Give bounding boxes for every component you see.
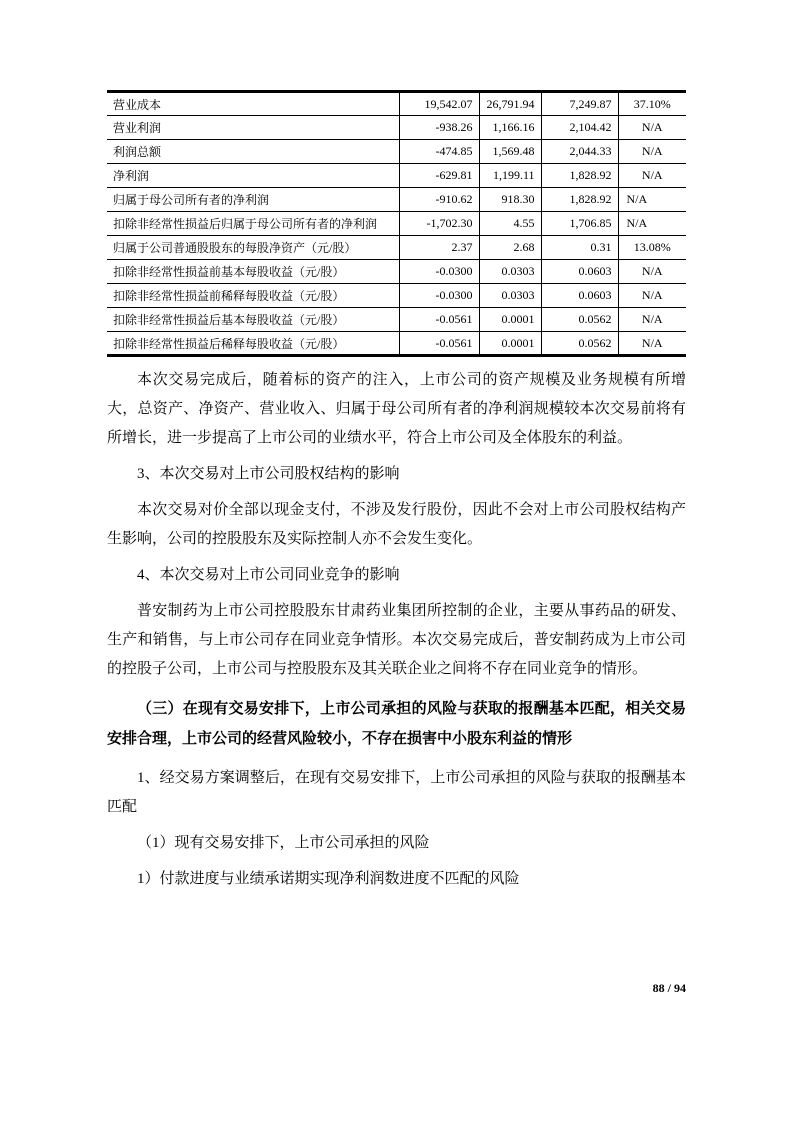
change-cell: N/A <box>618 116 686 140</box>
value-cell: -910.62 <box>399 188 479 212</box>
change-cell: N/A <box>618 212 686 236</box>
value-cell: 1,199.11 <box>479 164 541 188</box>
table-row <box>107 140 686 164</box>
value-cell: 0.0603 <box>541 260 618 284</box>
page-number: 88 / 94 <box>652 981 686 995</box>
value-cell: 0.0303 <box>479 284 541 308</box>
value-cell: -0.0300 <box>399 284 479 308</box>
value-cell: 4.55 <box>479 212 541 236</box>
value-cell: 2.68 <box>479 236 541 260</box>
value-cell: 918.30 <box>479 188 541 212</box>
value-cell: 2.37 <box>399 236 479 260</box>
value-cell: 2,044.33 <box>541 140 618 164</box>
change-cell: N/A <box>618 308 686 332</box>
value-cell: -0.0561 <box>399 308 479 332</box>
heading-3: 3、本次交易对上市公司股权结构的影响 <box>137 466 400 482</box>
table-row <box>107 188 686 212</box>
value-cell: 0.0001 <box>479 332 541 356</box>
value-cell: 19,542.07 <box>399 92 479 116</box>
metric-label: 扣除非经常性损益后基本每股收益（元/股） <box>107 308 399 332</box>
metric-label: 扣除非经常性损益前稀释每股收益（元/股） <box>107 284 399 308</box>
table-row <box>107 212 686 236</box>
metric-label: 扣除非经常性损益后稀释每股收益（元/股） <box>113 336 345 351</box>
paragraph-asset-scale: 本次交易完成后，随着标的资产的注入，上市公司的资产规模及业务规模有所增大，总资产、净资产、营业收入、归属于母公司所有者的净利润规模较本次交易前将有所增长，进一步提高了上市公司的业绩水平，符合上市公司及全体股东的利益。 <box>107 372 686 446</box>
value-cell: -938.26 <box>399 116 479 140</box>
value-cell: 1,166.16 <box>479 116 541 140</box>
change-cell: 37.10% <box>618 92 686 116</box>
change-cell: N/A <box>618 188 686 212</box>
metric-label: 净利润 <box>107 164 399 188</box>
value-cell: 7,249.87 <box>541 92 618 116</box>
table-row <box>107 116 686 140</box>
value-cell: 1,706.85 <box>541 212 618 236</box>
paragraph-equity-structure: 本次交易对价全部以现金支付，不涉及发行股份，因此不会对上市公司股权结构产生影响，公司的控股股东及实际控制人亦不会发生变化。 <box>107 502 686 547</box>
value-cell: -0.0561 <box>399 332 479 356</box>
value-cell: -1,702.30 <box>399 212 479 236</box>
change-cell: N/A <box>618 140 686 164</box>
value-cell: 1,828.92 <box>541 188 618 212</box>
paragraph-competition: 普安制药为上市公司控股股东甘肃药业集团所控制的企业，主要从事药品的研发、生产和销售，与上市公司存在同业竞争情形。本次交易完成后，普安制药成为上市公司的控股子公司，上市公司与控股股东及其关联企业之间将不存在同业竞争的情形。 <box>107 603 686 677</box>
table-row <box>107 284 686 308</box>
metric-label: 归属于母公司所有者的净利润 <box>107 188 399 212</box>
change-cell: N/A <box>618 164 686 188</box>
metric-label: 归属于公司普通股股东的每股净资产（元/股） <box>107 236 399 260</box>
metric-label: 利润总额 <box>107 140 399 164</box>
value-cell: 1,828.92 <box>541 164 618 188</box>
value-cell: 0.0603 <box>541 284 618 308</box>
value-cell: 1,569.48 <box>479 140 541 164</box>
change-cell: N/A <box>618 284 686 308</box>
metric-label: 扣除非经常性损益后归属于母公司所有者的净利润 <box>107 212 399 236</box>
metric-label: 营业成本 <box>107 92 399 116</box>
document-content <box>107 90 686 901</box>
value-cell: 2,104.42 <box>541 116 618 140</box>
value-cell: 0.31 <box>541 236 618 260</box>
value-cell: -474.85 <box>399 140 479 164</box>
change-cell: 13.08% <box>618 236 686 260</box>
heading-section-three: （三）在现有交易安排下，上市公司承担的风险与获取的报酬基本匹配，相关交易安排合理，上市公司的经营风险较小，不存在损害中小股东利益的情形 <box>107 701 686 747</box>
value-cell: 26,791.94 <box>479 92 541 116</box>
metric-label: 营业利润 <box>107 116 399 140</box>
value-cell: -629.81 <box>399 164 479 188</box>
table-row <box>107 164 686 188</box>
financial-comparison-table <box>107 90 686 357</box>
change-cell: N/A <box>618 332 686 356</box>
value-cell: -0.0300 <box>399 260 479 284</box>
value-cell: 0.0562 <box>541 332 618 356</box>
heading-sub-1: （1）现有交易安排下，上市公司承担的风险 <box>137 835 430 851</box>
table-row <box>107 308 686 332</box>
heading-4: 4、本次交易对上市公司同业竞争的影响 <box>137 567 400 583</box>
table-row <box>107 236 686 260</box>
paragraph-risk-reward: 1、经交易方案调整后，在现有交易安排下，上市公司承担的风险与获取的报酬基本匹配 <box>107 770 686 815</box>
table-row <box>107 260 686 284</box>
change-cell: N/A <box>618 260 686 284</box>
value-cell: 0.0303 <box>479 260 541 284</box>
value-cell: 0.0562 <box>541 308 618 332</box>
heading-point-1: 1）付款进度与业绩承诺期实现净利润数进度不匹配的风险 <box>137 871 520 887</box>
metric-label: 扣除非经常性损益前基本每股收益（元/股） <box>107 260 399 284</box>
table-row <box>107 92 686 116</box>
table-row <box>107 332 686 356</box>
value-cell: 0.0001 <box>479 308 541 332</box>
